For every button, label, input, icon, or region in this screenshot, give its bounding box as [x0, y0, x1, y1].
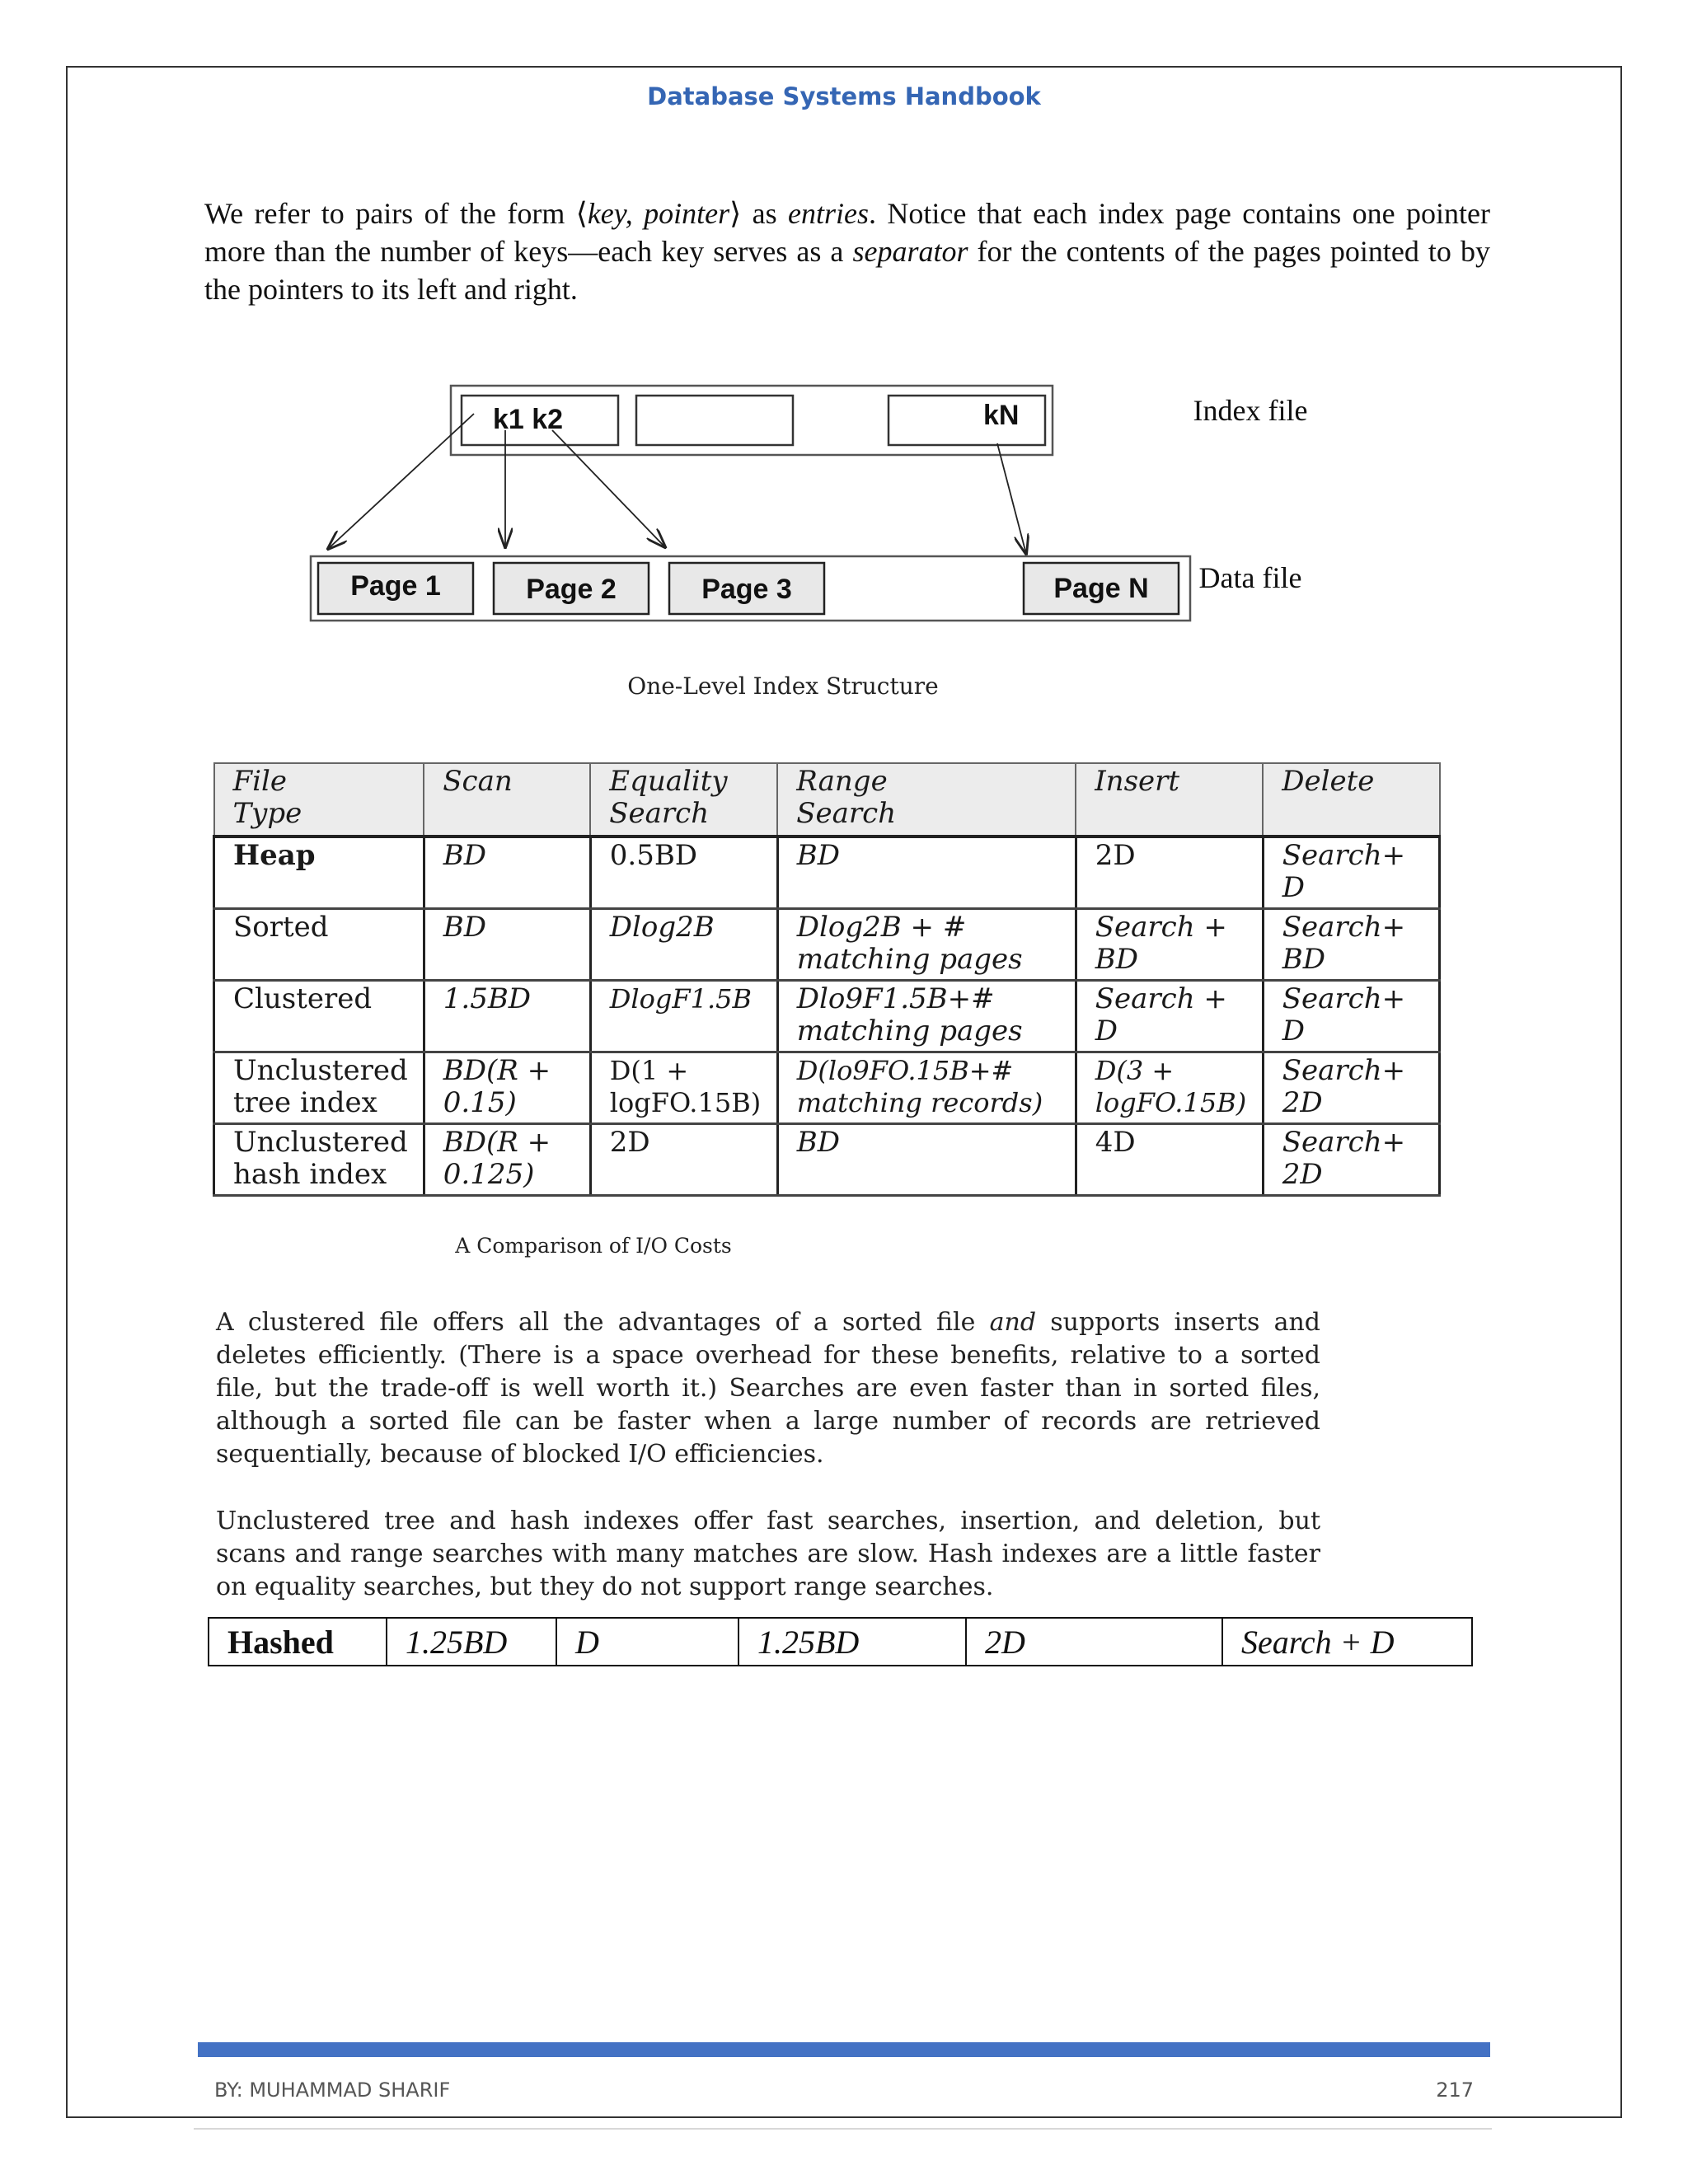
header-equality-search: Equality Search [590, 763, 777, 837]
header-insert: Insert [1076, 763, 1263, 837]
io-cost-table [213, 762, 1441, 1197]
table-cell: BD [777, 1124, 1076, 1196]
table-cell: 1.25BD [738, 1618, 966, 1666]
footer-bar [198, 2042, 1490, 2057]
page-label: Page N [1053, 573, 1149, 604]
table-cell: D [556, 1618, 738, 1666]
table-cell: 1.25BD [387, 1618, 556, 1666]
page-number: 217 [1436, 2079, 1474, 2102]
table-cell: BD [424, 909, 590, 981]
table-cell: 2D [590, 1124, 777, 1196]
table-cell: Dlog2B + # matching pages [777, 909, 1076, 981]
diagram-caption: One-Level Index Structure [627, 673, 939, 700]
table-cell: Search + D [1222, 1618, 1472, 1666]
table-cell: 0.5BD [590, 837, 777, 909]
bottom-rule [194, 2128, 1492, 2130]
table-cell: Heap [214, 837, 424, 909]
footer-author: BY: MUHAMMAD SHARIF [214, 2079, 451, 2102]
table-cell: D(lo9FO.15B+# matching records) [777, 1052, 1076, 1124]
index-entry-box [889, 396, 1045, 445]
clustered-paragraph: A clustered file offers all the advantages of a sorted file and supports inserts and deletes efficiently. (There is a space overhead for these benefits, relative to a sorted file, but the trade-off is well worth it.) Searches are even faster than in sorted files, although a sorted file can be faster when a large number of records are retrieved sequentially, because of blocked I/O efficiencies. [216, 1308, 1320, 1469]
table-cell: Search+ BD [1263, 909, 1439, 981]
table-cell: BD(R + 0.125) [424, 1124, 590, 1196]
index-file-label: Index file [1193, 394, 1308, 427]
table-cell: 1.5BD [424, 981, 590, 1052]
key-last-label: kN [983, 400, 1020, 431]
table-header-row [214, 763, 1440, 837]
table-cell: Hashed [209, 1618, 387, 1666]
header-range-search: Range Search [777, 763, 1076, 837]
table-caption: A Comparison of I/O Costs [455, 1234, 732, 1258]
page-label: Page 2 [526, 574, 617, 605]
page-label: Page 3 [701, 574, 792, 605]
table-row [214, 909, 1440, 981]
page-header: Database Systems Handbook [647, 82, 1041, 110]
table-cell: Sorted [214, 909, 424, 981]
table-row [214, 837, 1440, 909]
table-row [209, 1618, 1472, 1666]
table-cell: Search + D [1076, 981, 1263, 1052]
index-structure-diagram [280, 363, 1442, 676]
header-scan: Scan [424, 763, 590, 837]
pointer-arrow [997, 443, 1026, 554]
table-cell: Search+ 2D [1263, 1124, 1439, 1196]
table-cell: D(1 + logFO.15B) [590, 1052, 777, 1124]
table-row [214, 981, 1440, 1052]
table-cell: Search+ 2D [1263, 1052, 1439, 1124]
table-cell: 4D [1076, 1124, 1263, 1196]
hashed-row-table [208, 1617, 1473, 1666]
table-cell: Dlo9F1.5B+# matching pages [777, 981, 1076, 1052]
table-cell: Search+ D [1263, 981, 1439, 1052]
table-cell: DlogF1.5B [590, 981, 777, 1052]
header-delete: Delete [1263, 763, 1439, 837]
pointer-arrow [328, 414, 474, 549]
index-entry-box [636, 396, 793, 445]
intro-paragraph: We refer to pairs of the form ⟨key, pointer⟩ as entries. Notice that each index page contains one pointer more than the number of keys—each key serves as a separator for the contents of the pages pointed to by the pointers to its left and right. [204, 197, 1490, 306]
table-cell: Search+ D [1263, 837, 1439, 909]
table-cell: BD [777, 837, 1076, 909]
table-cell: D(3 + logFO.15B) [1076, 1052, 1263, 1124]
table-cell: Clustered [214, 981, 424, 1052]
table-cell: Unclustered tree index [214, 1052, 424, 1124]
table-cell: Search + BD [1076, 909, 1263, 981]
table-cell: 2D [1076, 837, 1263, 909]
table-row [214, 1124, 1440, 1196]
page-label: Page 1 [350, 570, 441, 602]
table-cell: 2D [966, 1618, 1222, 1666]
table-cell: BD(R + 0.15) [424, 1052, 590, 1124]
table-cell: BD [424, 837, 590, 909]
table-cell: Unclustered hash index [214, 1124, 424, 1196]
header-file-type: File Type [214, 763, 424, 837]
table-cell: Dlog2B [590, 909, 777, 981]
data-file-label: Data file [1198, 561, 1302, 594]
unclustered-paragraph: Unclustered tree and hash indexes offer fast searches, insertion, and deletion, but scans and range searches with many matches are slow. Hash indexes are a little faster on equality searches, but they do not support range searches. [216, 1507, 1320, 1601]
table-row [214, 1052, 1440, 1124]
keys-first-label: k1 k2 [493, 404, 564, 435]
